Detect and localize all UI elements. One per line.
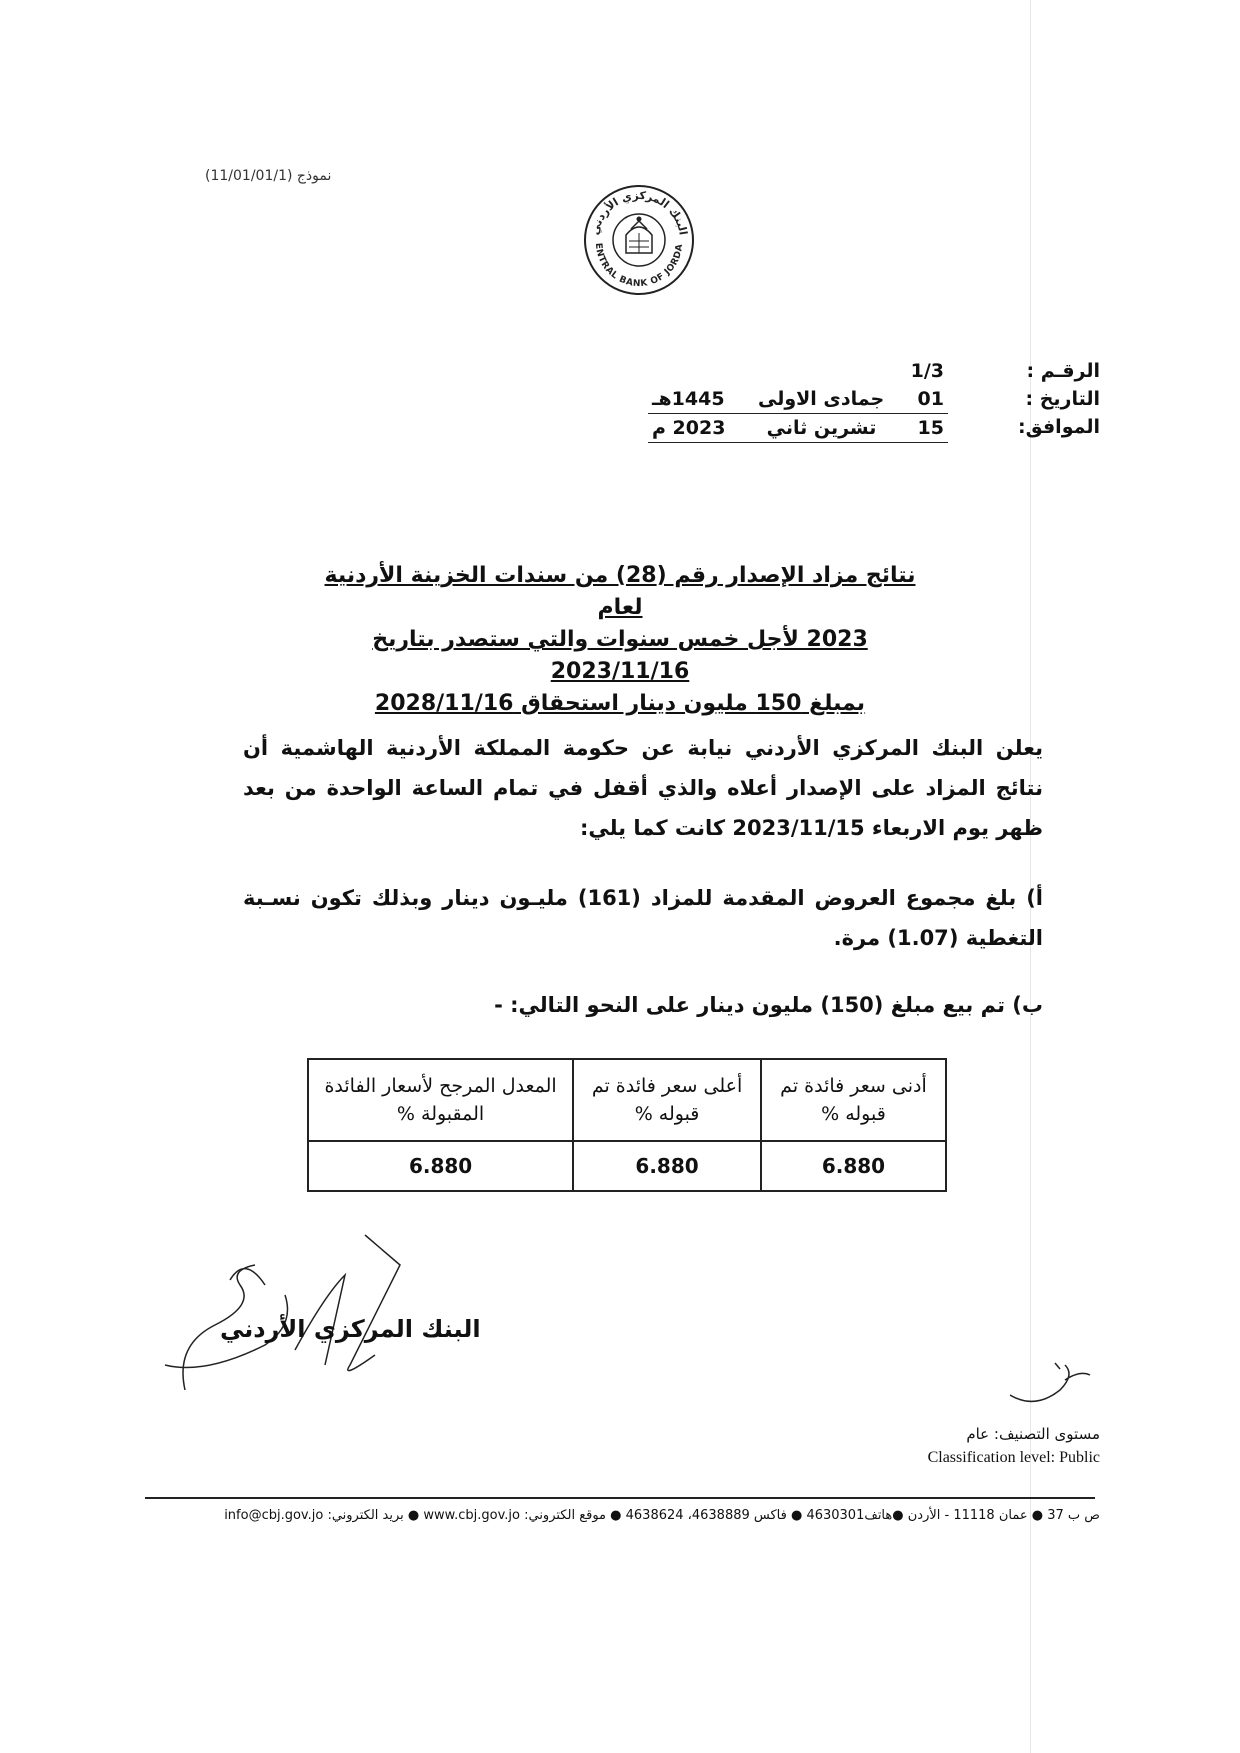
min-rate-header: أدنى سعر فائدة تم قبوله % bbox=[761, 1059, 946, 1141]
table-header-row bbox=[308, 1059, 946, 1141]
meta-values bbox=[648, 357, 948, 443]
title-line-2: 2023 لأجل خمس سنوات والتي ستصدر بتاريخ 2023/11/16 bbox=[372, 627, 868, 684]
document-title bbox=[300, 560, 940, 720]
max-rate-value: 6.880 bbox=[573, 1141, 761, 1191]
svg-text:البنك المركزي الأردني: البنك المركزي الأردني bbox=[588, 188, 690, 237]
meta-labels bbox=[1018, 357, 1100, 441]
number-row bbox=[648, 357, 948, 385]
number-value: 1/3 bbox=[910, 360, 944, 382]
form-code: نموذج (11/01/01/1) bbox=[205, 168, 332, 184]
signature-label: البنك المركزي الأردني bbox=[220, 1315, 481, 1343]
title-line-3: بمبلغ 150 مليون دينار استحقاق 2028/11/16 bbox=[374, 691, 866, 716]
table-row bbox=[308, 1141, 946, 1191]
corresponding-date-row bbox=[648, 414, 948, 443]
date-month: جمادى الاولى bbox=[757, 388, 885, 410]
classification-block bbox=[928, 1422, 1100, 1470]
weighted-rate-value: 6.880 bbox=[308, 1141, 573, 1191]
svg-text:CENTRAL BANK OF JORDAN: ENTRAL BANK OF JORDA bbox=[592, 242, 686, 290]
corr-day: 15 bbox=[917, 417, 944, 439]
offers-paragraph: أ) بلغ مجموع العروض المقدمة للمزاد (161) مليـون دينار وبذلك تكون نسـبة التغطية (1.07) مرة. bbox=[243, 886, 1043, 950]
announcement-paragraph: يعلن البنك المركزي الأردني نيابة عن حكومة المملكة الأردنية الهاشمية أن نتائج المزاد على الإصدار أعلاه والذي أقفل في تمام الساعة الواحدة من بعد ظهر يوم الاربعاء 2023/11/15 كانت كما يلي: bbox=[243, 736, 1043, 840]
corr-year: 2023 م bbox=[652, 417, 726, 439]
number-label: الرقـم : bbox=[1026, 360, 1100, 382]
footer-divider bbox=[145, 1497, 1095, 1499]
classification-english: Classification level: Public bbox=[927, 1449, 1100, 1466]
date-label: التاريخ : bbox=[1025, 388, 1100, 410]
max-rate-header: أعلى سعر فائدة تم قبوله % bbox=[573, 1059, 761, 1141]
central-bank-seal bbox=[582, 183, 696, 297]
classification-arabic: مستوى التصنيف: عام bbox=[966, 1425, 1100, 1443]
interest-rates-table bbox=[307, 1058, 947, 1192]
initials-scribble-icon bbox=[1005, 1355, 1095, 1410]
min-rate-value: 6.880 bbox=[761, 1141, 946, 1191]
footer-contact-info: ص ب 37 ● عمان 11118 - الأردن ●هاتف4630301 ● فاكس 4638889، 4638624 ● موقع الكتروني: www.cbj.gov.jo ● بريد الكتروني: info@cbj.gov.jo bbox=[224, 1508, 1100, 1523]
sale-paragraph: ب) تم بيع مبلغ (150) مليون دينار على النحو التالي: - bbox=[494, 993, 1043, 1017]
seal-emblem-icon bbox=[582, 183, 696, 297]
date-row bbox=[648, 385, 948, 414]
corr-month: تشرين ثاني bbox=[766, 417, 877, 439]
corresponding-label: الموافق: bbox=[1018, 416, 1100, 438]
initials-mark bbox=[1005, 1355, 1095, 1410]
scan-margin-line bbox=[1030, 0, 1031, 1753]
date-year: 1445هـ bbox=[652, 388, 725, 410]
title-line-1: نتائج مزاد الإصدار رقم (28) من سندات الخزينة الأردنية لعام bbox=[324, 563, 916, 620]
date-day: 01 bbox=[917, 388, 944, 410]
weighted-rate-header: المعدل المرجح لأسعار الفائدة المقبولة % bbox=[308, 1059, 573, 1141]
